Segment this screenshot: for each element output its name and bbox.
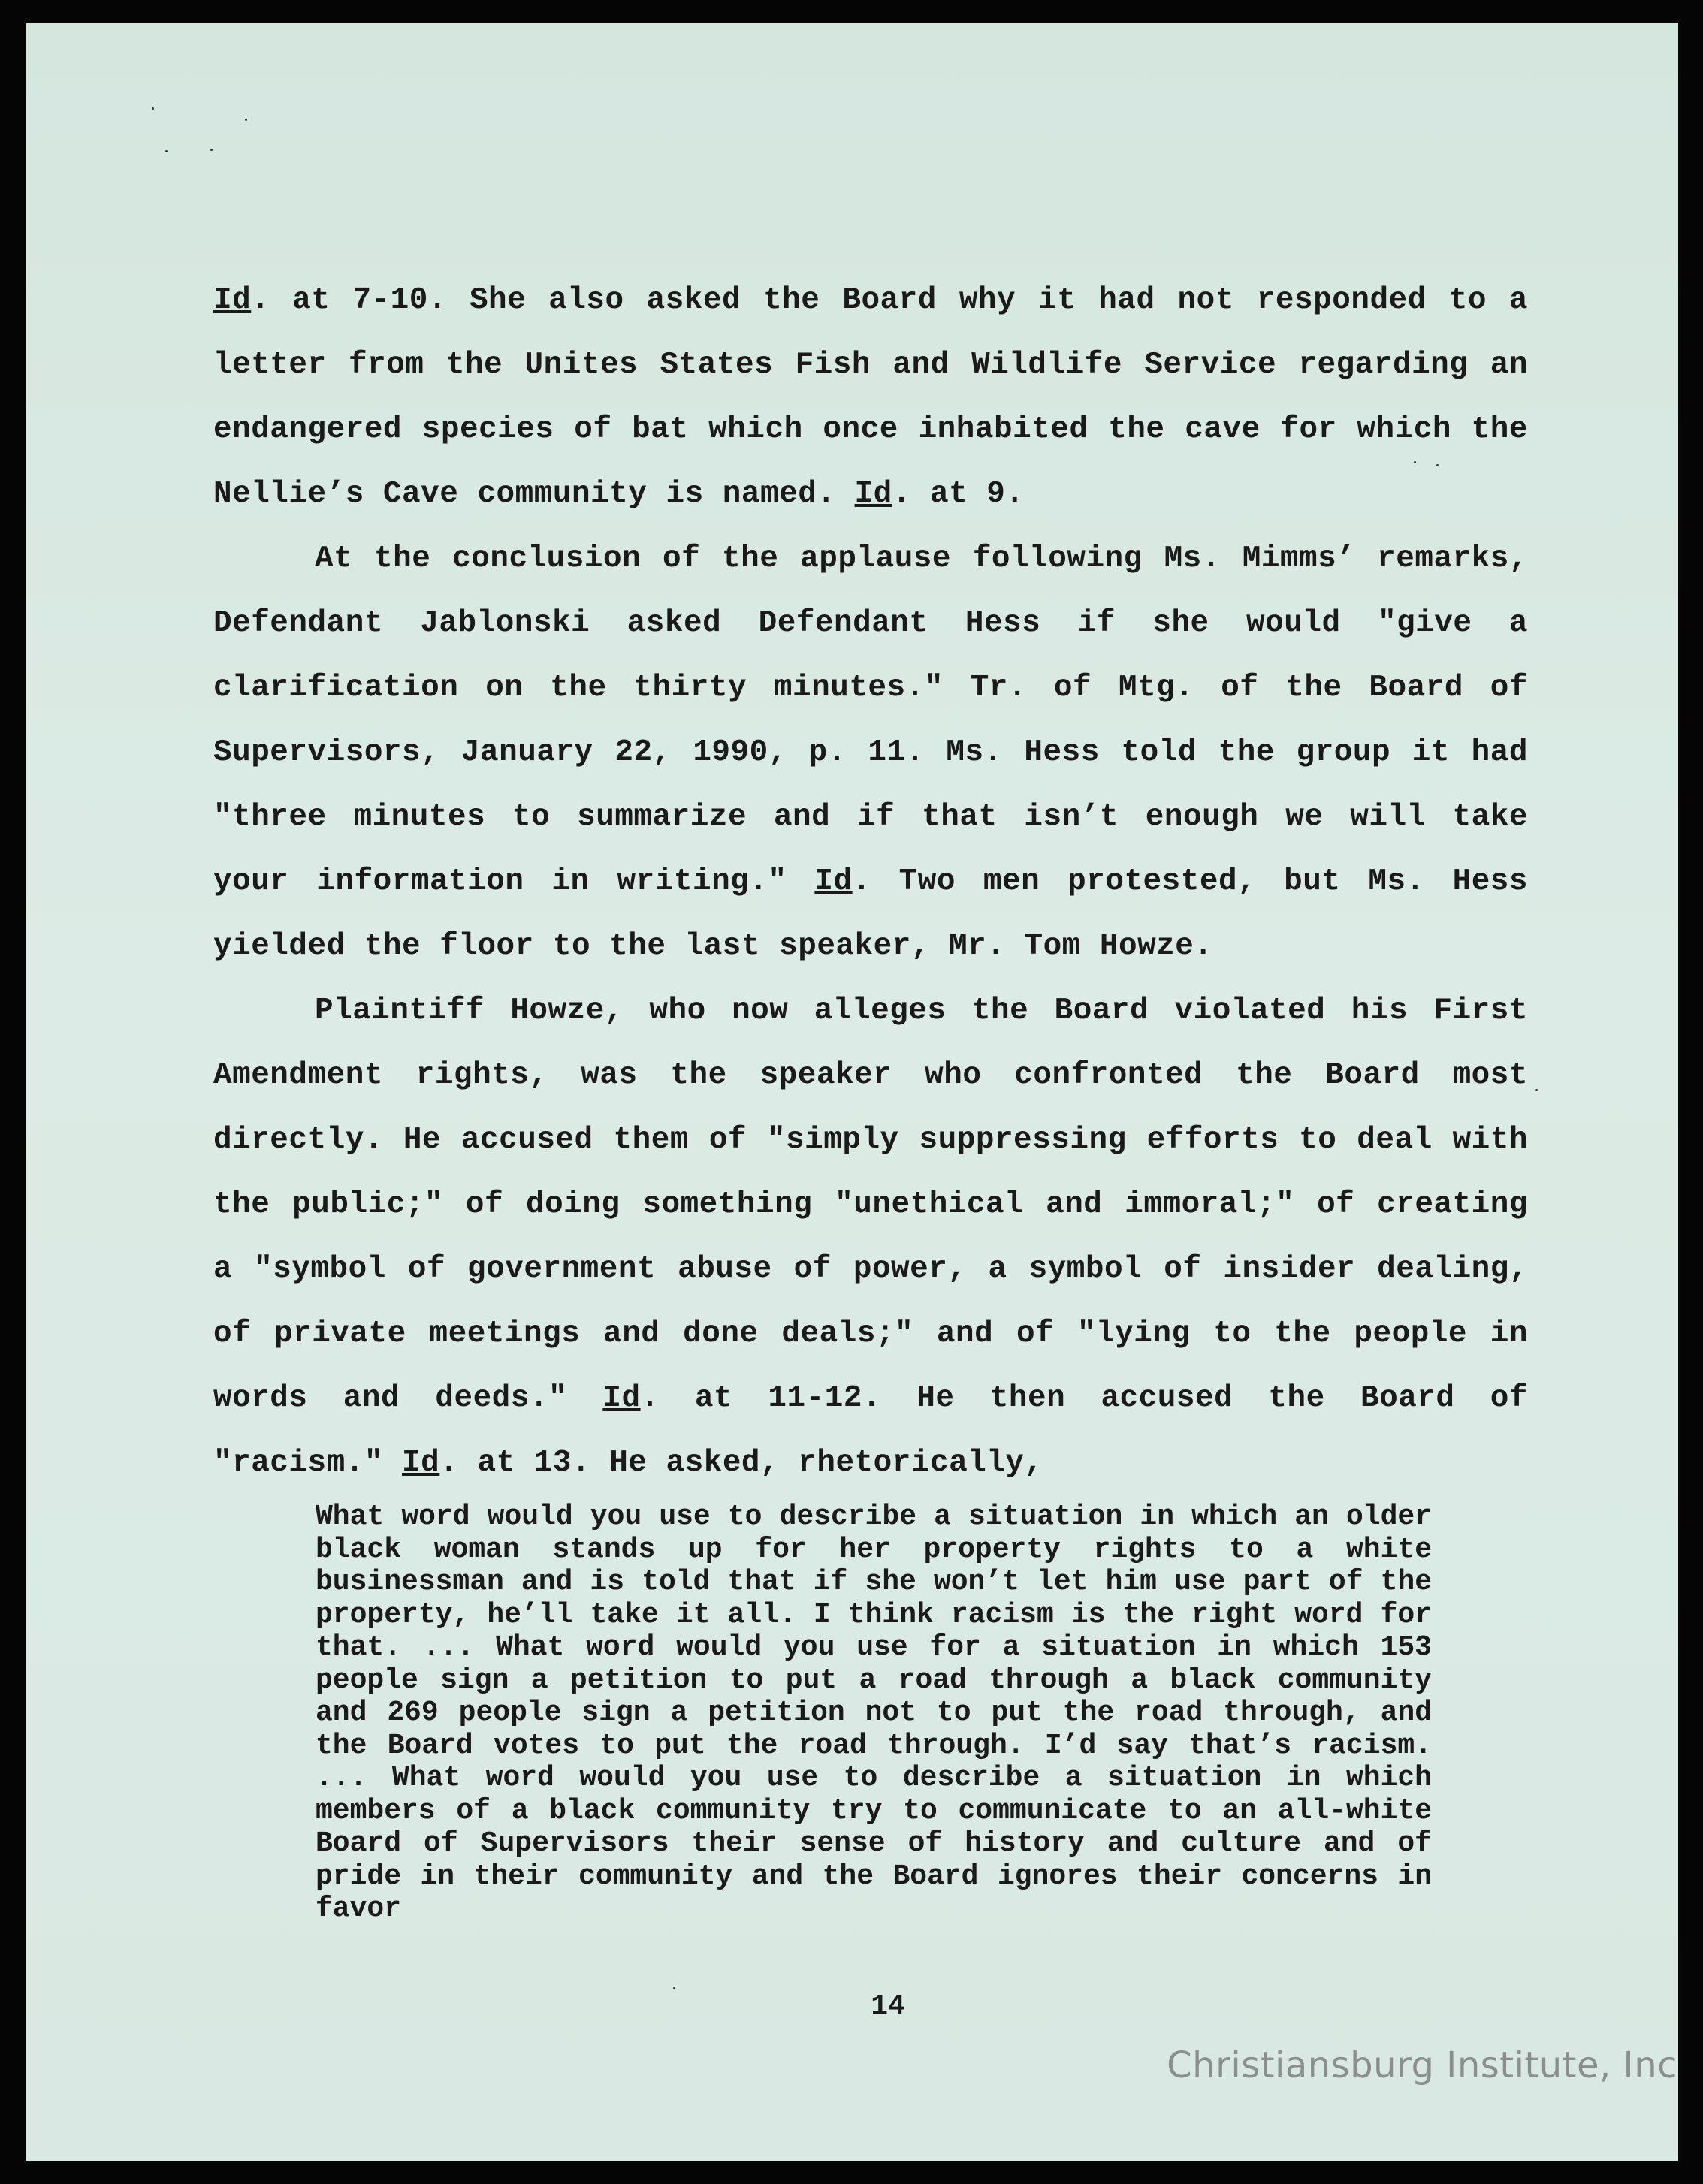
paragraph-text: Plaintiff Howze, who now alleges the Board violated his First Amendment rights, was the speaker who confronted the Board most directly. He accused them of "simply suppressing efforts to deal with the public;" of doing something "unethical and immoral;" of creating a "symbol of government abuse of power, a symbol of insider dealing, of private meetings and done deals;" and of "lying to the people in words and deeds." <box>213 994 1528 1416</box>
body-paragraph <box>213 268 1528 526</box>
body-paragraph <box>213 526 1528 979</box>
paragraph-text: . at 11-12. He then accused the Board of "racism." <box>213 1381 1528 1480</box>
watermark: Christiansburg Institute, Inc <box>1167 2044 1677 2086</box>
paper-speck <box>152 107 154 110</box>
paragraph-text: At the conclusion of the applause following Ms. Mimms’ remarks, Defendant Jablonski asked Defendant Hess if she would "give a clarification on the thirty minutes." Tr. of Mtg. of the Board of Supervisors, January 22, 1990, p. 11. Ms. Hess told the group it had "three minutes to summarize and if that isn’t enough we will take your information in writing." <box>213 541 1528 899</box>
document-page <box>26 23 1678 2161</box>
paper-speck <box>165 150 168 152</box>
paragraph-text: . at 9. <box>892 477 1025 511</box>
paragraph-text: . Two men protested, but Ms. Hess yielded the floor to the last speaker, Mr. Tom Howze. <box>213 864 1529 964</box>
paragraph-text: . at 13. He asked, rhetorically, <box>439 1446 1043 1480</box>
paper-speck <box>673 1987 675 1989</box>
citation-id: Id <box>814 864 853 899</box>
citation-id: Id <box>602 1381 641 1416</box>
paragraph-text: . at 7-10. She also asked the Board why it had not responded to a letter from the Unites States Fish and Wildlife Service regarding an endangered species of bat which once inhabited the cave for which the Nellie’s Cave community is named. <box>213 283 1528 511</box>
citation-id: Id <box>213 283 252 318</box>
body-text <box>213 268 1528 1495</box>
paper-speck <box>245 119 247 121</box>
citation-id: Id <box>402 1446 440 1480</box>
citation-id: Id <box>854 477 892 511</box>
body-paragraph <box>213 979 1528 1495</box>
paper-speck <box>1535 1089 1538 1091</box>
page-number: 14 <box>871 1990 905 2023</box>
paper-speck <box>210 149 213 151</box>
block-quote: What word would you use to describe a situation in which an older black woman stands up for her property rights to a white businessman and is told that if she won’t let him use part of the property, he’ll take it all. I think racism is the right word for that. ... What word would you use for a situation in which 153 people sign a petition to put a road through a black community and 269 people sign a petition not to put the road through, and the Board votes to put the road through. I’d say that’s racism. ... What word would you use to describe a situation in which members of a black community try to communicate to an all-white Board of Supervisors their sense of history and culture and of pride in their community and the Board ignores their concerns in favor <box>316 1501 1432 1925</box>
